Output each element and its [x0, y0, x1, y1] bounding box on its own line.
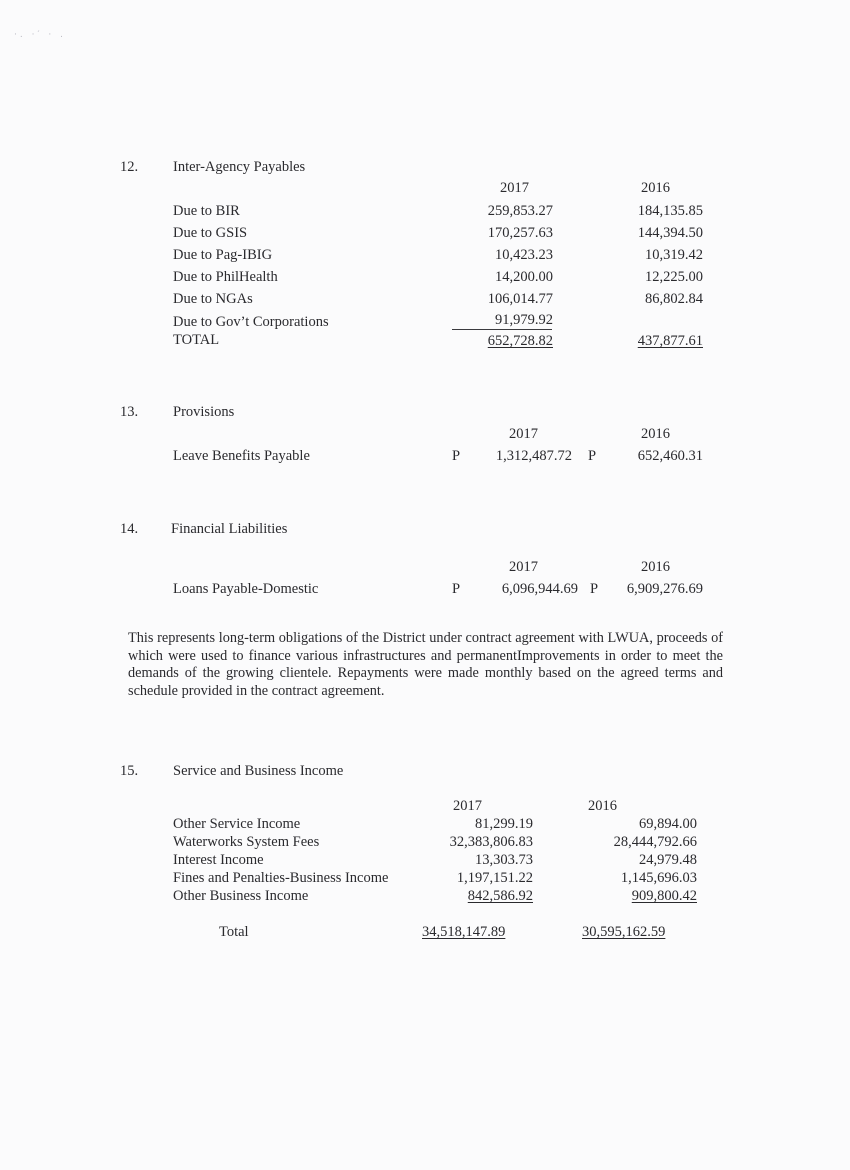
note-12-header-2017: 2017 [500, 180, 529, 196]
table-row-label: Due to BIR [173, 203, 240, 219]
note-15-total-label: Total [219, 924, 249, 940]
table-cell-2017: 91,979.92 [495, 312, 553, 328]
table-row-label: Waterworks System Fees [173, 834, 320, 850]
scan-artifact: ·. ·′ · . [14, 30, 66, 40]
note-13-value-2016: 652,460.31 [637, 448, 703, 464]
table-cell-2017: 32,383,806.83 [449, 834, 533, 850]
note-12-header-2016: 2016 [641, 180, 670, 196]
note-13-title: Provisions [173, 404, 235, 420]
table-cell-2016: 86,802.84 [645, 291, 703, 307]
table-cell-2017: 81,299.19 [475, 816, 533, 832]
table-row-label: Due to PhilHealth [173, 269, 278, 285]
table-cell-2017: 842,586.92 [467, 888, 533, 904]
note-13-header-2017: 2017 [509, 426, 538, 442]
table-cell-2017: 10,423.23 [495, 247, 553, 263]
note-15-number: 15. [120, 763, 139, 779]
table-cell-2016: 69,894.00 [639, 816, 697, 832]
table-cell-2016: 28,444,792.66 [613, 834, 697, 850]
note-15-total-2016: 30,595,162.59 [582, 924, 666, 940]
note-15-title: Service and Business Income [173, 763, 344, 779]
note-14-value-2016: 6,909,276.69 [626, 581, 703, 597]
table-cell-2016: 144,394.50 [637, 225, 703, 241]
table-cell-2017: 259,853.27 [487, 203, 553, 219]
table-row-label: Due to NGAs [173, 291, 253, 307]
table-cell-2017: 14,200.00 [495, 269, 553, 285]
table-row-label: Due to Pag-IBIG [173, 247, 273, 263]
table-cell-2016: 24,979.48 [639, 852, 697, 868]
currency-symbol: P [588, 448, 597, 464]
table-cell-2017: 106,014.77 [487, 291, 553, 307]
note-13-value-2017: 1,312,487.72 [495, 448, 572, 464]
note-14-row-label: Loans Payable-Domestic [173, 581, 319, 597]
table-cell-2017: 1,197,151.22 [456, 870, 533, 886]
table-row-label: Due to GSIS [173, 225, 248, 241]
currency-symbol: P [452, 448, 461, 464]
note-14-title: Financial Liabilities [171, 521, 288, 537]
table-cell-2016: 12,225.00 [645, 269, 703, 285]
currency-symbol: P [452, 581, 461, 597]
note-15-total-2017: 34,518,147.89 [422, 924, 506, 940]
note-12-number: 12. [120, 159, 139, 175]
note-14-paragraph: This represents long-term obligations of the District under contract agreement with LWUA, proceeds of which were used to finance various infrastructures and permanentImprovements in order to meet the demands of the growing clientele. Repayments were made monthly based on the agreed terms and schedule provided in the contract agreement. [128, 630, 723, 699]
note-14-header-2017: 2017 [509, 559, 538, 575]
note-13-row-label: Leave Benefits Payable [173, 448, 310, 464]
note-12-total-2017: 652,728.82 [487, 333, 553, 349]
table-row-label: Interest Income [173, 852, 264, 868]
note-13-number: 13. [120, 404, 139, 420]
table-cell-2017: 13,303.73 [475, 852, 533, 868]
table-cell-2016: 184,135.85 [637, 203, 703, 219]
table-row-label: Fines and Penalties-Business Income [173, 870, 389, 886]
table-row-label: Other Service Income [173, 816, 301, 832]
note-12-title: Inter-Agency Payables [173, 159, 306, 175]
note-14-number: 14. [120, 521, 139, 537]
currency-symbol: P [590, 581, 599, 597]
table-cell-2016: 10,319.42 [645, 247, 703, 263]
note-14-header-2016: 2016 [641, 559, 670, 575]
subtotal-rule [452, 329, 552, 330]
note-13-header-2016: 2016 [641, 426, 670, 442]
note-14-value-2017: 6,096,944.69 [501, 581, 578, 597]
note-12-total-2016: 437,877.61 [637, 333, 703, 349]
table-row-label: Due to Gov’t Corporations [173, 314, 329, 330]
table-cell-2016: 909,800.42 [631, 888, 697, 904]
note-15-header-2017: 2017 [453, 798, 482, 814]
table-row-label: Other Business Income [173, 888, 309, 904]
note-15-header-2016: 2016 [588, 798, 617, 814]
note-12-total-label: TOTAL [173, 332, 220, 348]
table-cell-2016: 1,145,696.03 [620, 870, 697, 886]
table-cell-2017: 170,257.63 [487, 225, 553, 241]
